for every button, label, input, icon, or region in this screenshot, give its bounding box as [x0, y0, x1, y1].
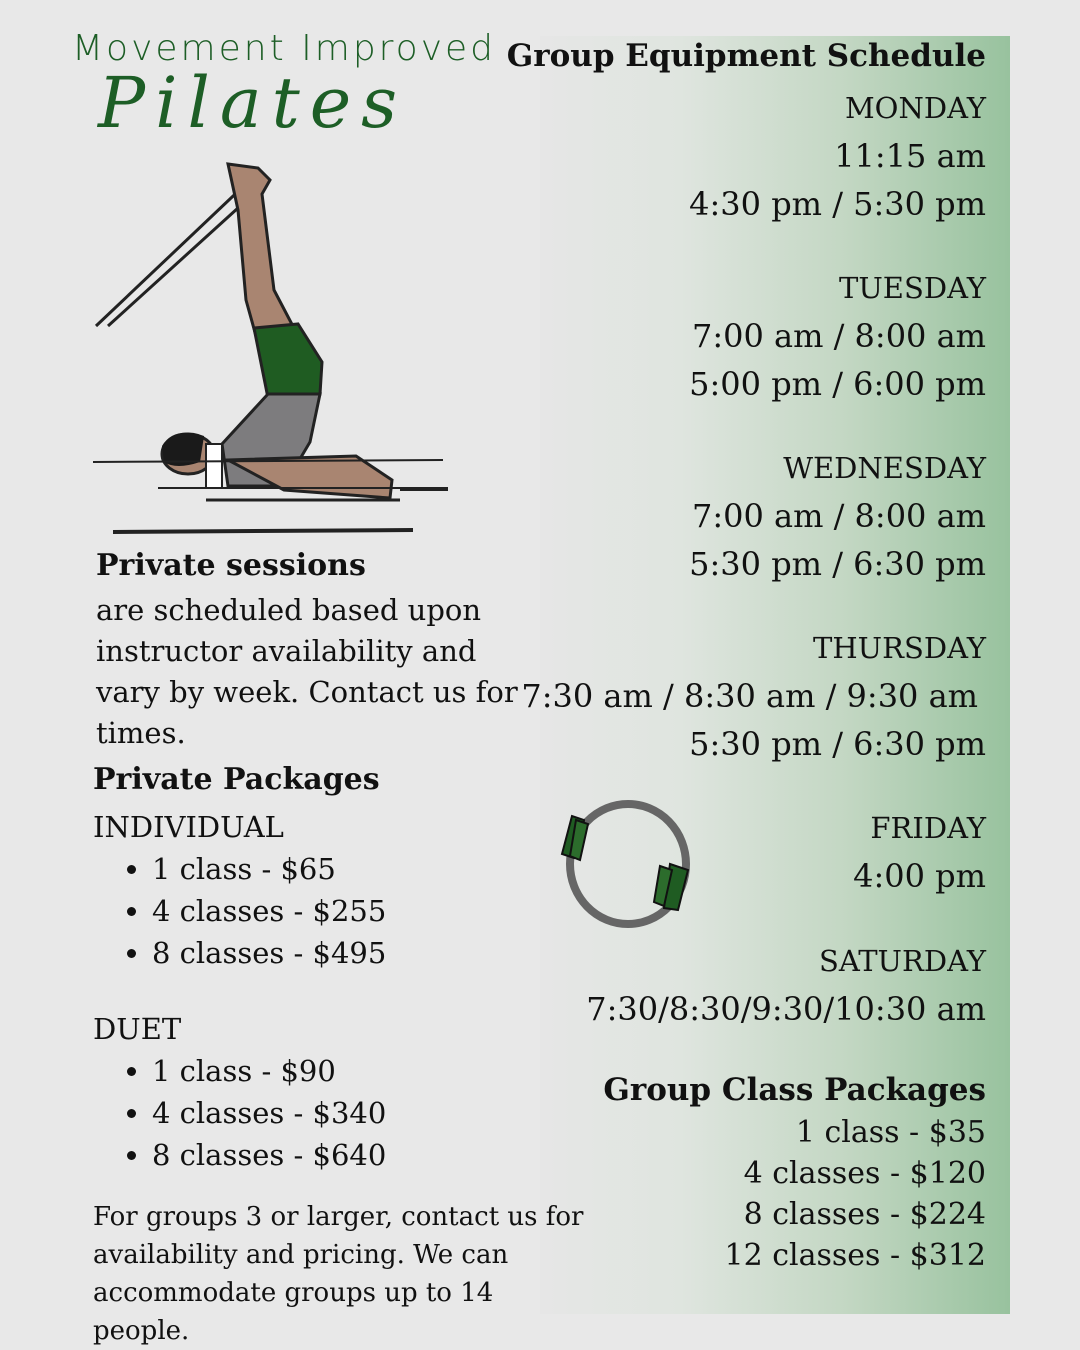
schedule-day-wednesday [689, 444, 986, 588]
private-sessions-heading: Private sessions [96, 548, 366, 583]
private-sessions-text: are scheduled based upon instructor availability and vary by week. Contact us for times. [96, 593, 518, 750]
duet-label: DUET [93, 1012, 182, 1046]
group-class-packages-list [725, 1112, 987, 1276]
schedule-day-thursday [521, 624, 986, 768]
day-time: 5:30 pm / 6:30 pm [689, 545, 986, 583]
pilates-ring-icon [548, 790, 708, 940]
individual-label: INDIVIDUAL [93, 810, 284, 844]
schedule-day-tuesday [689, 264, 986, 408]
individual-price-list [112, 848, 386, 974]
group-class-packages-title: Group Class Packages [603, 1072, 986, 1108]
day-time: 5:30 pm / 6:30 pm [689, 725, 986, 763]
day-time: 4:30 pm / 5:30 pm [689, 185, 986, 223]
list-item: • 4 classes - $340 [152, 1092, 386, 1134]
brand-script-logo: Pilates [98, 62, 408, 144]
day-time: 11:15 am [834, 137, 986, 175]
day-name: MONDAY [844, 91, 986, 125]
list-item: • 4 classes - $255 [152, 890, 386, 932]
list-item: 1 class - $35 [795, 1115, 986, 1150]
day-time: 7:30/8:30/9:30/10:30 am [586, 990, 986, 1028]
day-name: WEDNESDAY [783, 451, 986, 485]
list-item: 4 classes - $120 [743, 1156, 986, 1191]
pilates-reformer-illustration [88, 150, 458, 540]
private-packages-heading: Private Packages [93, 762, 380, 797]
schedule-day-monday [689, 84, 986, 228]
day-name: FRIDAY [870, 811, 986, 845]
list-item: • 1 class - $90 [152, 1050, 386, 1092]
day-name: TUESDAY [839, 271, 986, 305]
list-item: • 1 class - $65 [152, 848, 386, 890]
day-time: 7:00 am / 8:00 am [691, 317, 986, 355]
groups-note: For groups 3 or larger, contact us for availability and pricing. We can accommodate groups up to 14 people. [93, 1202, 584, 1346]
day-time: 4:00 pm [853, 857, 986, 895]
day-time: 5:00 pm / 6:00 pm [689, 365, 986, 403]
list-item: • 8 classes - $495 [152, 932, 386, 974]
day-time: 7:00 am / 8:00 am [691, 497, 986, 535]
list-item: 8 classes - $224 [743, 1197, 986, 1232]
list-item: 12 classes - $312 [724, 1238, 986, 1273]
list-item: • 8 classes - $640 [152, 1134, 386, 1176]
day-time: 7:30 am / 8:30 am / 9:30 am [521, 677, 978, 715]
schedule-title: Group Equipment Schedule [506, 38, 986, 74]
schedule-day-friday [853, 804, 986, 900]
duet-price-list [112, 1050, 386, 1176]
schedule-day-saturday [586, 937, 986, 1033]
brand-name: Movement Improved [72, 28, 497, 69]
day-name: SATURDAY [818, 944, 986, 978]
day-name: THURSDAY [813, 631, 986, 665]
